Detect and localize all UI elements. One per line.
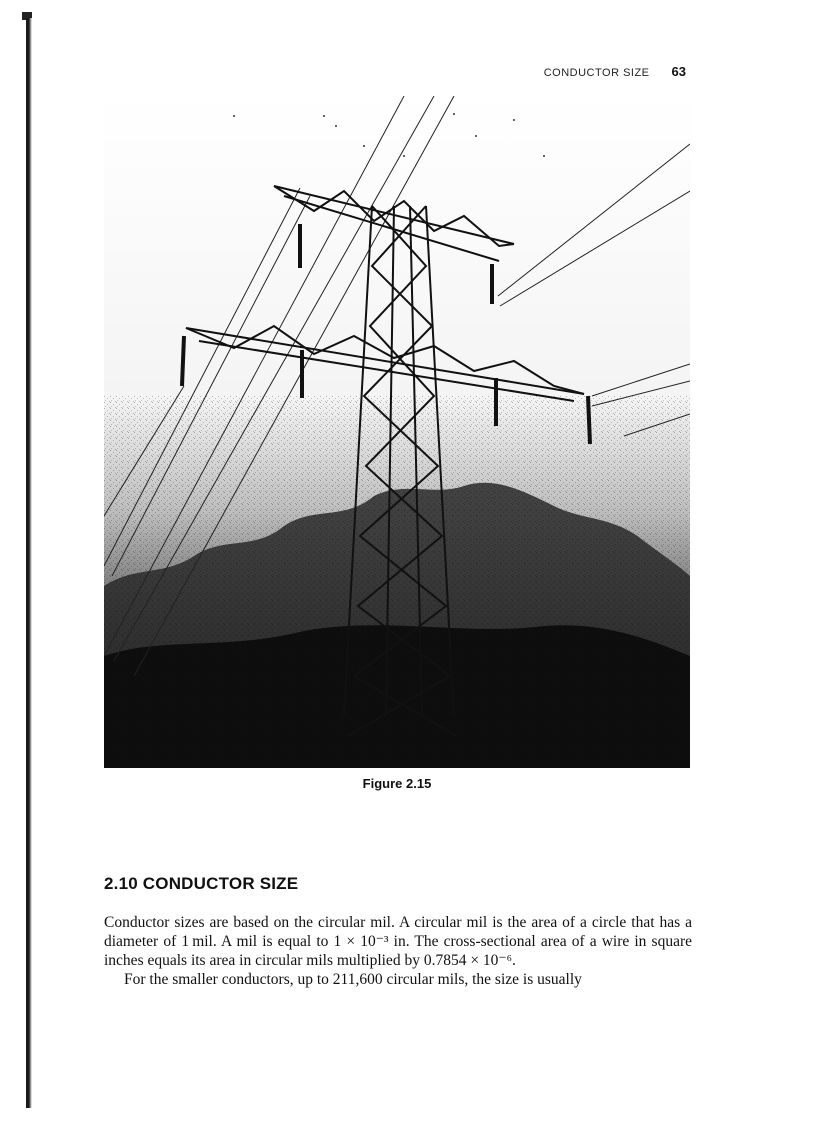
figure-caption: Figure 2.15 [362,776,432,791]
running-title: CONDUCTOR SIZE [543,67,650,79]
page-number: 63 [671,64,686,79]
binding-edge [26,18,32,1108]
running-head [470,64,686,84]
transmission-tower-photo [104,96,690,768]
paragraph-2: For the smaller conductors, up to 211,600 circular mils, the size is usually [124,971,582,988]
section-heading: 2.10 CONDUCTOR SIZE [104,874,299,893]
photo-grain [104,396,690,768]
paragraph-1: Conductor sizes are based on the circular mil. A circular mil is the area of a circle that has a diameter of 1 mil. A mil is equal to 1 × 10⁻³ in. The cross-sectional area of a wire in square inches equals its area in circular mils multiplied by 0.7854 × 10⁻⁶. [104,914,692,969]
body-text [104,913,692,989]
